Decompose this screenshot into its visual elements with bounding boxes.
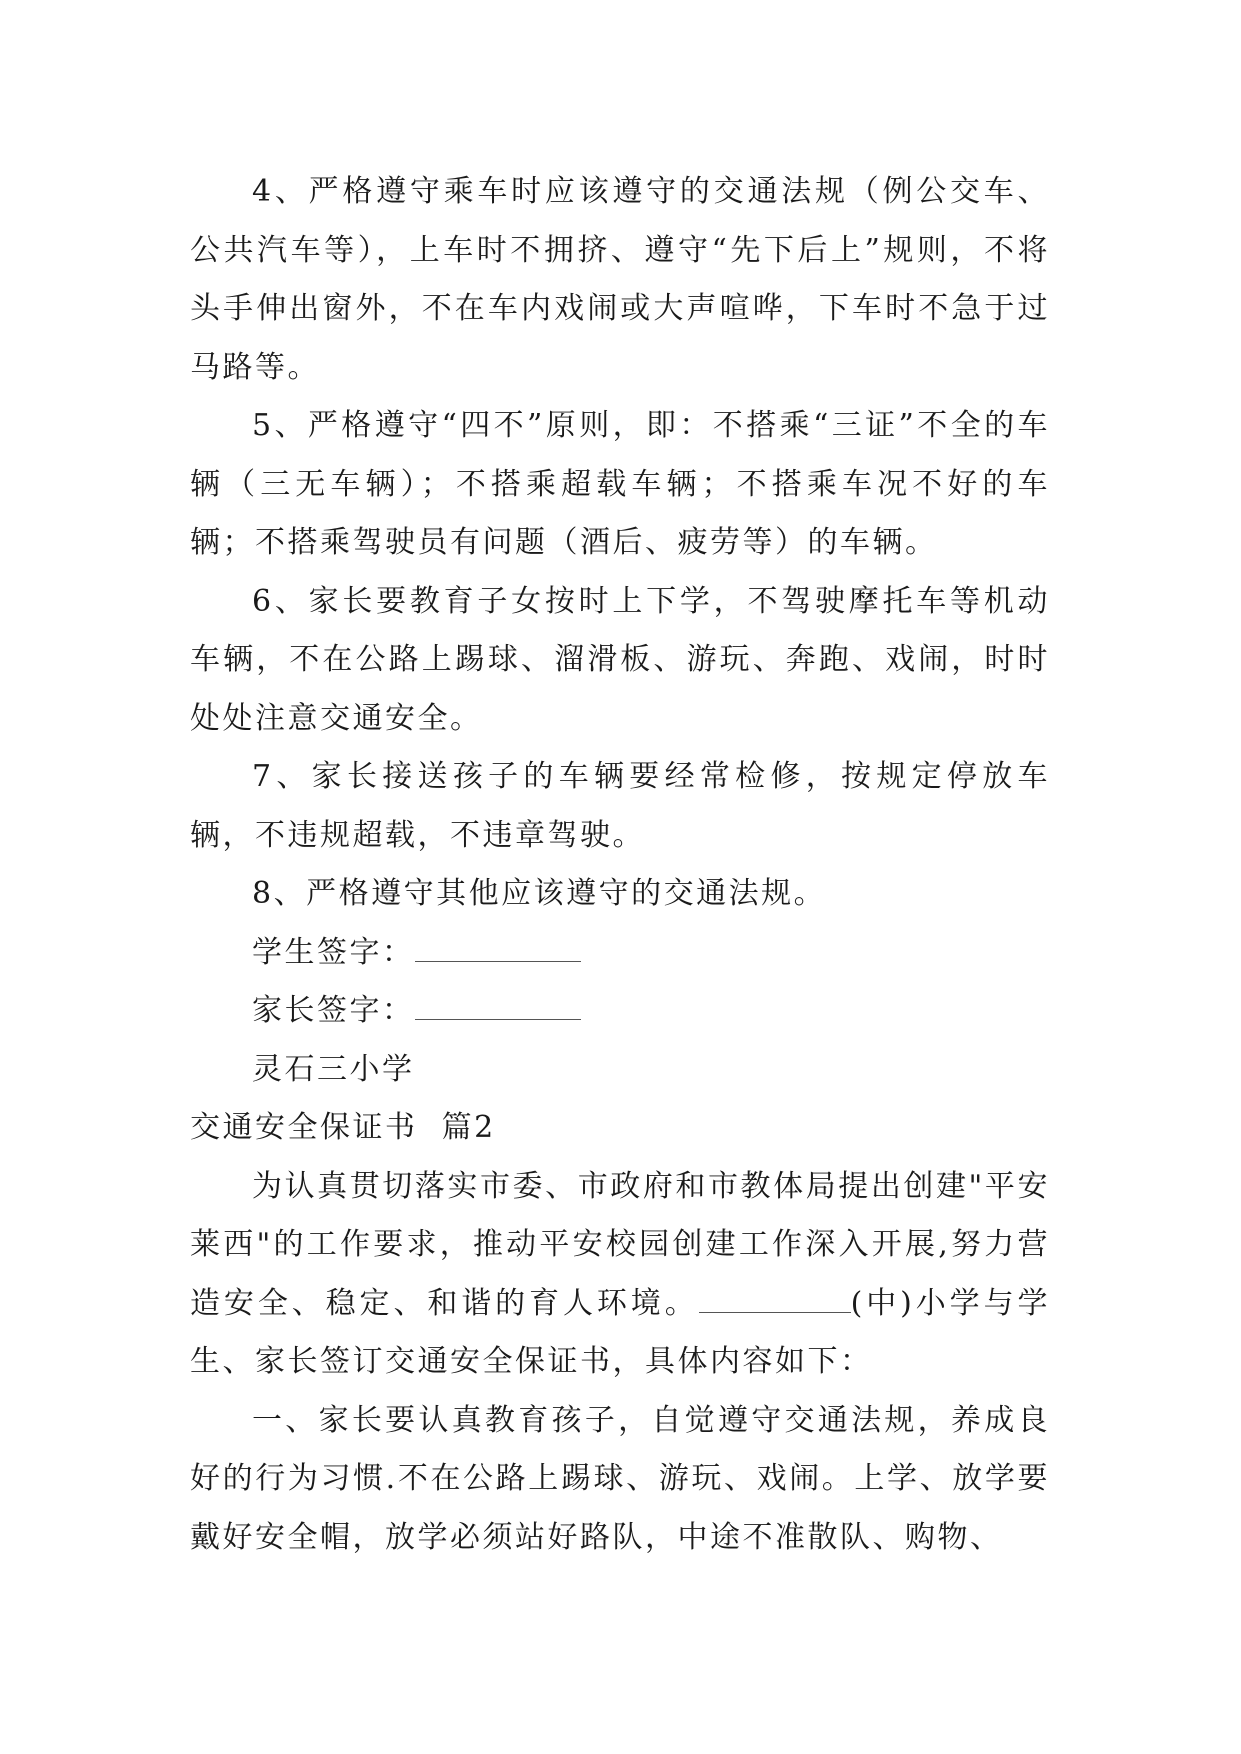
intro-text-before-blank: 为认真贯切落实市委、市政府和市教体局提出创建"平安莱西"的工作要求，推动平安校园创建工作深入开展,努力营造安全、稳定、和谐的育人环境。	[190, 1168, 1050, 1321]
paragraph-rule-5: 5、严格遵守“四不”原则，即：不搭乘“三证”不全的车辆（三无车辆）；不搭乘超载车辆；不搭乘车况不好的车辆；不搭乘驾驶员有问题（酒后、疲劳等）的车辆。	[190, 408, 1050, 560]
section-title: 交通安全保证书 篇2	[190, 1110, 496, 1145]
parent-signature-line	[190, 982, 1050, 1041]
parent-signature-label: 家长签字：	[252, 993, 415, 1028]
paragraph-rule-4: 4、严格遵守乘车时应该遵守的交通法规（例公交车、公共汽车等），上车时不拥挤、遵守“先下后上”规则，不将头手伸出窗外，不在车内戏闹或大声喧哗，下车时不急于过马路等。	[190, 174, 1050, 385]
student-signature-blank[interactable]	[415, 937, 581, 962]
paragraph-rule-7: 7、家长接送孩子的车辆要经常检修，按规定停放车辆，不违规超载，不违章驾驶。	[190, 759, 1050, 853]
paragraph-rule-8: 8、严格遵守其他应该遵守的交通法规。	[252, 876, 827, 911]
student-signature-line	[190, 924, 1050, 983]
intro-paragraph	[190, 1158, 1050, 1392]
paragraph-rule-6: 6、家长要教育子女按时上下学，不驾驶摩托车等机动车辆，不在公路上踢球、溜滑板、游玩、奔跑、戏闹，时时处处注意交通安全。	[190, 583, 1050, 736]
document-body	[190, 163, 1050, 1567]
school-name: 灵石三小学	[252, 1051, 415, 1087]
student-signature-label: 学生签字：	[252, 934, 415, 970]
parent-signature-blank[interactable]	[415, 995, 581, 1020]
intro-text-after-blank: (中)小学与学生、家长签订交通安全保证书，具体内容如下：	[190, 1285, 1050, 1379]
school-name-blank[interactable]	[699, 1288, 851, 1313]
paragraph-item-1: 一、家长要认真教育孩子，自觉遵守交通法规，养成良好的行为习惯.不在公路上踢球、游玩、戏闹。上学、放学要戴好安全帽，放学必须站好路队，中途不准散队、购物、	[190, 1402, 1050, 1555]
